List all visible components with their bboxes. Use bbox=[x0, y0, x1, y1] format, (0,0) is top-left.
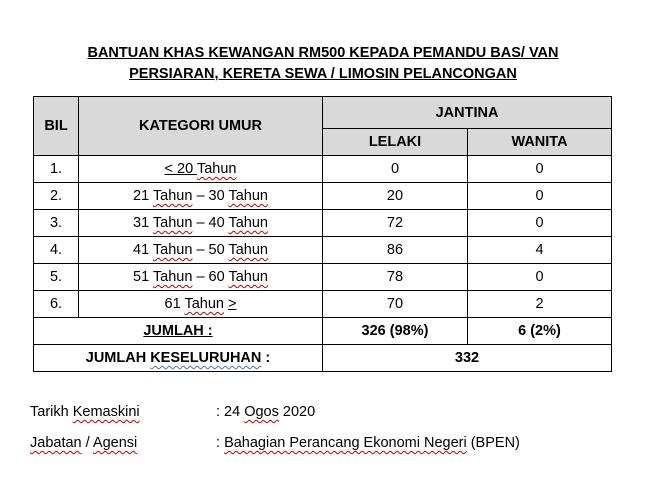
tarikh-label-b: Kemaskini bbox=[72, 404, 140, 420]
table-row bbox=[34, 237, 612, 264]
jk-label-a: JUMLAH bbox=[85, 350, 151, 366]
tarikh-value-c: 2020 bbox=[278, 404, 316, 420]
lelaki-cell: 70 bbox=[323, 291, 468, 318]
tarikh-value bbox=[216, 404, 315, 420]
jumlah-keseluruhan-value: 332 bbox=[323, 345, 612, 372]
jabatan-label bbox=[30, 435, 137, 451]
kategori-pre: 61 bbox=[164, 296, 185, 312]
wanita-cell: 4 bbox=[468, 237, 612, 264]
jumlah-keseluruhan-label bbox=[34, 345, 323, 372]
header-lelaki: LELAKI bbox=[323, 129, 468, 156]
tarikh-label bbox=[30, 404, 140, 420]
kategori-tahun: Tahun bbox=[152, 215, 193, 231]
jk-label-b: KESELURUHAN bbox=[150, 350, 262, 366]
kategori-pre: 31 bbox=[133, 215, 153, 231]
jumlah-wanita: 6 (2%) bbox=[468, 318, 612, 345]
lelaki-cell: 78 bbox=[323, 264, 468, 291]
kategori-cell bbox=[79, 291, 323, 318]
jumlah-keseluruhan-row bbox=[34, 345, 612, 372]
wanita-cell: 0 bbox=[468, 210, 612, 237]
title-line-1: BANTUAN KHAS KEWANGAN RM500 KEPADA PEMANDU BAS/ VAN bbox=[87, 45, 559, 61]
kategori-pre: 41 bbox=[133, 242, 153, 258]
bil-cell: 1. bbox=[34, 156, 79, 183]
jabatan-label-b: / bbox=[81, 435, 93, 451]
kategori-tahun: Tahun bbox=[184, 296, 224, 312]
kategori-cell bbox=[79, 183, 323, 210]
lelaki-cell: 72 bbox=[323, 210, 468, 237]
table-row bbox=[34, 291, 612, 318]
kategori-post: > bbox=[227, 296, 237, 312]
lelaki-cell: 20 bbox=[323, 183, 468, 210]
header-row-1 bbox=[34, 97, 612, 129]
kategori-mid: – 60 bbox=[192, 269, 229, 285]
kategori-cell bbox=[79, 237, 323, 264]
table-row bbox=[34, 210, 612, 237]
document-title bbox=[40, 43, 606, 85]
kategori-tahun: Tahun bbox=[196, 161, 237, 177]
jumlah-label: JUMLAH : bbox=[143, 323, 213, 339]
kategori-tahun-2: Tahun bbox=[228, 188, 268, 204]
wanita-cell: 0 bbox=[468, 264, 612, 291]
bil-cell: 2. bbox=[34, 183, 79, 210]
tarikh-value-b: Ogos bbox=[244, 404, 279, 420]
jabatan-label-a: Jabatan bbox=[30, 435, 82, 451]
kategori-tahun-2: Tahun bbox=[228, 269, 268, 285]
wanita-cell: 2 bbox=[468, 291, 612, 318]
table-row bbox=[34, 183, 612, 210]
kategori-tahun-2: Tahun bbox=[228, 242, 268, 258]
kategori-mid: – 40 bbox=[192, 215, 229, 231]
lelaki-cell: 86 bbox=[323, 237, 468, 264]
jabatan-label-c: Agensi bbox=[92, 435, 138, 451]
title-line-2: PERSIARAN, KERETA SEWA / LIMOSIN PELANCONGAN bbox=[129, 66, 517, 82]
bil-cell: 6. bbox=[34, 291, 79, 318]
jumlah-row bbox=[34, 318, 612, 345]
wanita-cell: 0 bbox=[468, 156, 612, 183]
tarikh-label-a: Tarikh bbox=[30, 404, 73, 420]
age-gender-table bbox=[33, 96, 612, 372]
kategori-mid: – 50 bbox=[192, 242, 229, 258]
table-row bbox=[34, 264, 612, 291]
jumlah-label-cell bbox=[34, 318, 323, 345]
bil-cell: 3. bbox=[34, 210, 79, 237]
bil-cell: 4. bbox=[34, 237, 79, 264]
jabatan-value-b: Bahagian Perancang Ekonomi Negeri bbox=[224, 435, 467, 451]
jk-label-c: : bbox=[261, 350, 271, 366]
kategori-pre: < 20 bbox=[164, 161, 197, 177]
kategori-cell bbox=[79, 210, 323, 237]
kategori-tahun: Tahun bbox=[152, 269, 193, 285]
kategori-pre: 21 bbox=[133, 188, 153, 204]
lelaki-cell: 0 bbox=[323, 156, 468, 183]
header-bil: BIL bbox=[34, 97, 79, 156]
jabatan-value-a: : bbox=[216, 435, 225, 451]
tarikh-value-a: : 24 bbox=[216, 404, 245, 420]
kategori-cell bbox=[79, 264, 323, 291]
header-kategori: KATEGORI UMUR bbox=[79, 97, 323, 156]
table-row bbox=[34, 156, 612, 183]
wanita-cell: 0 bbox=[468, 183, 612, 210]
kategori-tahun-2: Tahun bbox=[228, 215, 268, 231]
header-wanita: WANITA bbox=[468, 129, 612, 156]
jabatan-value bbox=[216, 435, 520, 451]
kategori-pre: 51 bbox=[133, 269, 153, 285]
jabatan-value-c: (BPEN) bbox=[466, 435, 520, 451]
bil-cell: 5. bbox=[34, 264, 79, 291]
kategori-tahun: Tahun bbox=[152, 242, 193, 258]
kategori-mid: – 30 bbox=[192, 188, 229, 204]
header-jantina: JANTINA bbox=[323, 97, 612, 129]
kategori-cell bbox=[79, 156, 323, 183]
kategori-tahun: Tahun bbox=[152, 188, 193, 204]
jumlah-lelaki: 326 (98%) bbox=[323, 318, 468, 345]
